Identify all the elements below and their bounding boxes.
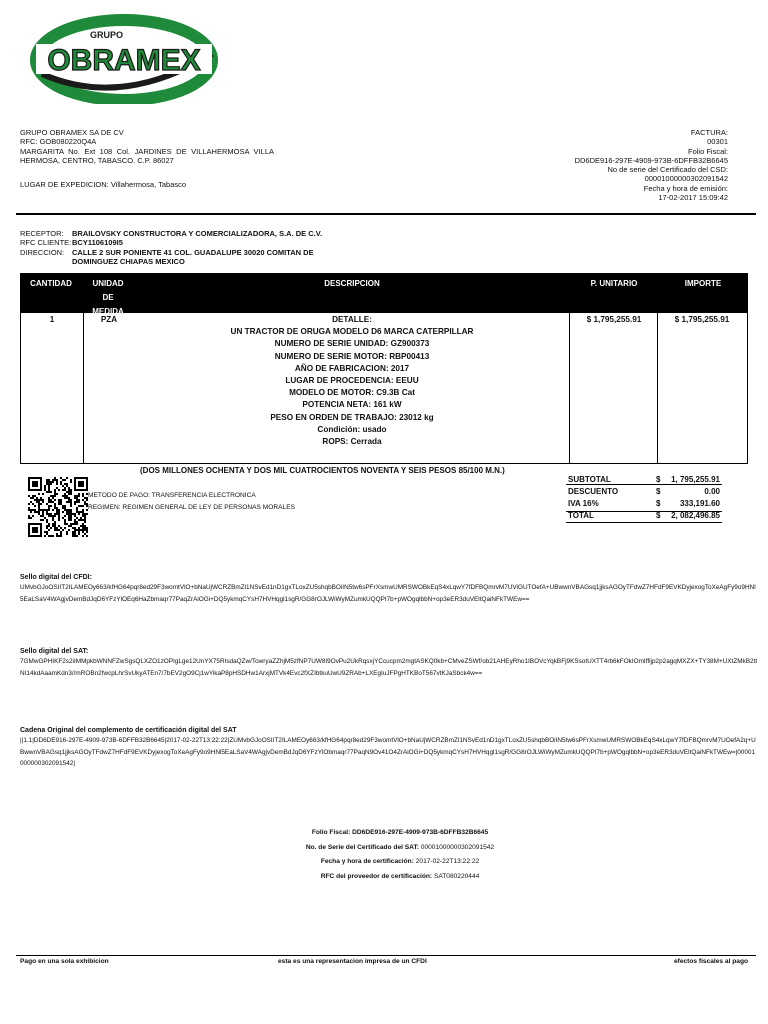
cert-rfc-label: RFC del proveedor de certificación: (320, 872, 433, 880)
rfc-cliente-label: RFC CLIENTE: (20, 238, 72, 248)
issuer-block (20, 128, 320, 165)
receptor-name: BRAILOVSKY CONSTRUCTORA Y COMERCIALIZADORA, S.A. DE C.V. (72, 229, 323, 238)
obramex-logo (22, 14, 222, 104)
footer-divider (16, 955, 756, 956)
description-line: NUMERO DE SERIE MOTOR: RBP00413 (274, 351, 430, 361)
logo-top-text: GRUPO (90, 30, 124, 40)
total-value: 1, 795,255.91 (671, 475, 720, 484)
totals-block (566, 474, 722, 526)
total-label: DESCUENTO (568, 487, 619, 496)
row-cantidad: 1 (49, 315, 55, 324)
description-line: POTENCIA NETA: 161 kW (302, 400, 402, 410)
cert-folio-label: Folio Fiscal: (311, 829, 351, 836)
issuer-address-1: MARGARITA No. Ext 108 Col. JARDINES DE VILLAHERMOSA VILLA (20, 146, 274, 156)
receptor-label: RECEPTOR: (20, 229, 64, 238)
qr-code (28, 477, 88, 537)
header-descripcion: DESCRIPCION (324, 279, 380, 288)
cert-fecha: 2017-02-22T13:22:22 (415, 858, 480, 865)
total-currency: $ (656, 487, 661, 496)
issuer-name: GRUPO OBRAMEX SA DE CV (20, 128, 124, 137)
receiver-block (20, 229, 520, 266)
footer-center: esta es una representacion impresa de un CFDI (278, 958, 427, 965)
invoice-label: FACTURA: (690, 128, 728, 137)
header-cantidad: CANTIDAD (30, 279, 72, 288)
csd-value: 00001000000302091542 (644, 174, 728, 184)
sello-sat-value: 7GMwGPHIKF2s2iIMMpkbWNNFZwSgsQLXZO1zOPIgLge12UnYX75RIsdaQZw/TowryaZZhjM5zfNP7UW8I9OvPu2UkRqsxjYCcucpm2mgtASKQ0kb+CMveZSWf/ob21AHEyRho1IBOVcYqkBFj9KSsotUXTT4rb6kFOkIOmIffijp2p2agqMXZX+TY38M+UXtZMkB2ttNI14kdAaamKdn3//mROBn2fwcpLhrSvUkyATEn7/7bEV2gO9Cj1wYikaP8pHSDHw1ArxjMTVk4Evc2fXZIbtkuUwU9ZRAb+LXEgIuJFPgHTKBoT567vtKJaSbck4w== (20, 658, 758, 677)
description-line: MODELO DE MOTOR: C9.3B Cat (289, 388, 415, 398)
footer-left: Pago en una sola exhibicion (20, 958, 109, 965)
cadena-original-value: ||1.1|DD6DE916-297E-4909-973B-6DFFB32B6645|2017-02-22T13:22:22|ZUMvbGJoOSIIT2ILAMEOy663/kfHG64pqr8ed29F3womtVlO+bNaUjWCRZBmZl1NSvEd1nD1gxTLoxZU5shqbBOiIN5tw6sPFrXsmwUMRSWOBkEqS4xLqwY7fDFBQmrvM7UOefA2q+UBwwnVBAGsq1jjksAGOyTFdwZ7HFdF9EVKDyjexogToXeAgFy9o9HNl5EaLSaV4WAgjvDemBdJqD6YFzYlObmaqr77PaqN9Ov41O4ZrAiOGi+DQ5ykmqCYsH7HVHqgl1sgR/GG8rOJLWiWyMZumkUQQPI7b+pWOgqlbbN+op3eER3duVEltQaiNFkTWEw=|00001000000302091542| (20, 737, 756, 768)
description-line: LUGAR DE PROCEDENCIA: EEUU (285, 376, 419, 386)
total-label: SUBTOTAL (568, 475, 611, 484)
cert-folio: DD6DE916-297E-4909-973B-6DFFB32B6645 (352, 829, 489, 836)
description-line: Condición: usado (317, 424, 387, 434)
total-value: 0.00 (704, 487, 720, 496)
row-unitario: $ 1,795,255.91 (586, 315, 642, 324)
expedition-place: LUGAR DE EXPEDICION: Villahermosa, Tabasco (20, 180, 187, 189)
items-table-body (20, 313, 748, 464)
issuer-address-2: HERMOSA, CENTRO, TABASCO. C.P. 86027 (20, 155, 174, 165)
cadena-original-label: Cadena Original del complemento de certificación digital del SAT (20, 727, 237, 734)
description-line: DETALLE: (332, 315, 372, 324)
header-unidad: UNIDAD DE MEDIDA (92, 279, 124, 316)
cert-serie-label: No. de Serie del Certificado del SAT: (305, 843, 419, 851)
total-value: 2, 082,496.85 (671, 511, 720, 520)
rfc-cliente: BCY1106109I5 (72, 238, 123, 248)
description-line: NUMERO DE SERIE UNIDAD: GZ900373 (274, 339, 430, 349)
cert-fecha-label: Fecha y hora de certificación: (320, 858, 414, 865)
description-line: ROPS: Cerrada (322, 437, 382, 447)
sello-cfdi-label: Sello digital del CFDI: (20, 574, 92, 581)
total-currency: $ (656, 499, 661, 508)
footer-right: efectos fiscales al pago (673, 958, 748, 965)
sello-sat-label: Sello digital del SAT: (20, 648, 89, 655)
header-importe: IMPORTE (684, 279, 722, 288)
payment-method: METODO DE PAGO: TRANSFERENCIA ELECTRONICA (88, 492, 256, 499)
row-importe: $ 1,795,255.91 (674, 315, 730, 324)
sello-cfdi-value: UMvbGJoOSIIT2ILAMEOy663/kfHG64pqr8ed29F3womtVlO+bNaUjWCRZBmZl1NSvEd1nD1gxTLoxZU5shqbBOiIN5tw6sPFrXsmwUMRSWOBkEqS4xLqwY7fDFBQmrvM7UViGUTOefA+UBwwnVBAGsq1jjksAGOyTFdwZ7HFdF9EVKDyjexogToXeAgFy9o9HNl5EaLSaV4WAgjvDemBdJqD6YFzYlOEq6HaZbmaqr77PaqZrAiOGi+DQ5ykmqCYsH7HVHqgl1sgR/GG8rOJLWiWyMZumkUQQPI7b+pWOgqlbbN+op3eER3duVEltQaiNFkTWEw== (20, 584, 756, 603)
direccion-2: DOMINGUEZ CHIAPAS MEXICO (72, 256, 185, 266)
certification-block (200, 826, 600, 884)
folio-value: DD6DE916-297E-4909-973B-6DFFB32B6645 (574, 155, 728, 165)
csd-label: No de serie del Certificado del CSD: (607, 165, 728, 175)
amount-in-words: (DOS MILLONES OCHENTA Y DOS MIL CUATROCIENTOS NOVENTA Y SEIS PESOS 85/100 M.N.) (140, 466, 505, 475)
cert-serie: 00001000000302091542 (420, 843, 495, 851)
items-table-header (20, 273, 748, 316)
row-descripcion (135, 314, 569, 448)
issuer-rfc: RFC: GOB080220Q4A (20, 137, 97, 147)
direccion-1: CALLE 2 SUR PONIENTE 41 COL. GUADALUPE 30020 COMITAN DE (72, 247, 314, 257)
folio-label: Folio Fiscal: (687, 146, 728, 156)
direccion-label: DIRECCION: (20, 247, 65, 257)
emission-date: 17-02-2017 15:09:42 (658, 193, 728, 203)
total-label: IVA 16% (568, 499, 599, 508)
header-unitario: P. UNITARIO (590, 279, 638, 288)
row-unidad: PZA (100, 315, 118, 324)
description-line: AÑO DE FABRICACION: 2017 (294, 363, 410, 373)
header-divider (16, 213, 756, 215)
total-label: TOTAL (568, 511, 594, 520)
emission-date-label: Fecha y hora de emisión: (643, 183, 728, 193)
description-line: PESO EN ORDEN DE TRABAJO: 23012 kg (270, 412, 434, 422)
total-currency: $ (656, 511, 661, 520)
invoice-info (468, 128, 728, 202)
cert-rfc: SAT080220444 (433, 872, 480, 880)
tax-regime: REGIMEN: REGIMEN GENERAL DE LEY DE PERSONAS MORALES (88, 504, 296, 511)
total-value: 333,191.60 (679, 499, 720, 508)
description-line: UN TRACTOR DE ORUGA MODELO D6 MARCA CATERPILLAR (230, 327, 474, 337)
invoice-number: 00301 (707, 137, 728, 147)
total-currency: $ (656, 475, 661, 484)
logo-brand-text: OBRAMEX (47, 44, 201, 77)
